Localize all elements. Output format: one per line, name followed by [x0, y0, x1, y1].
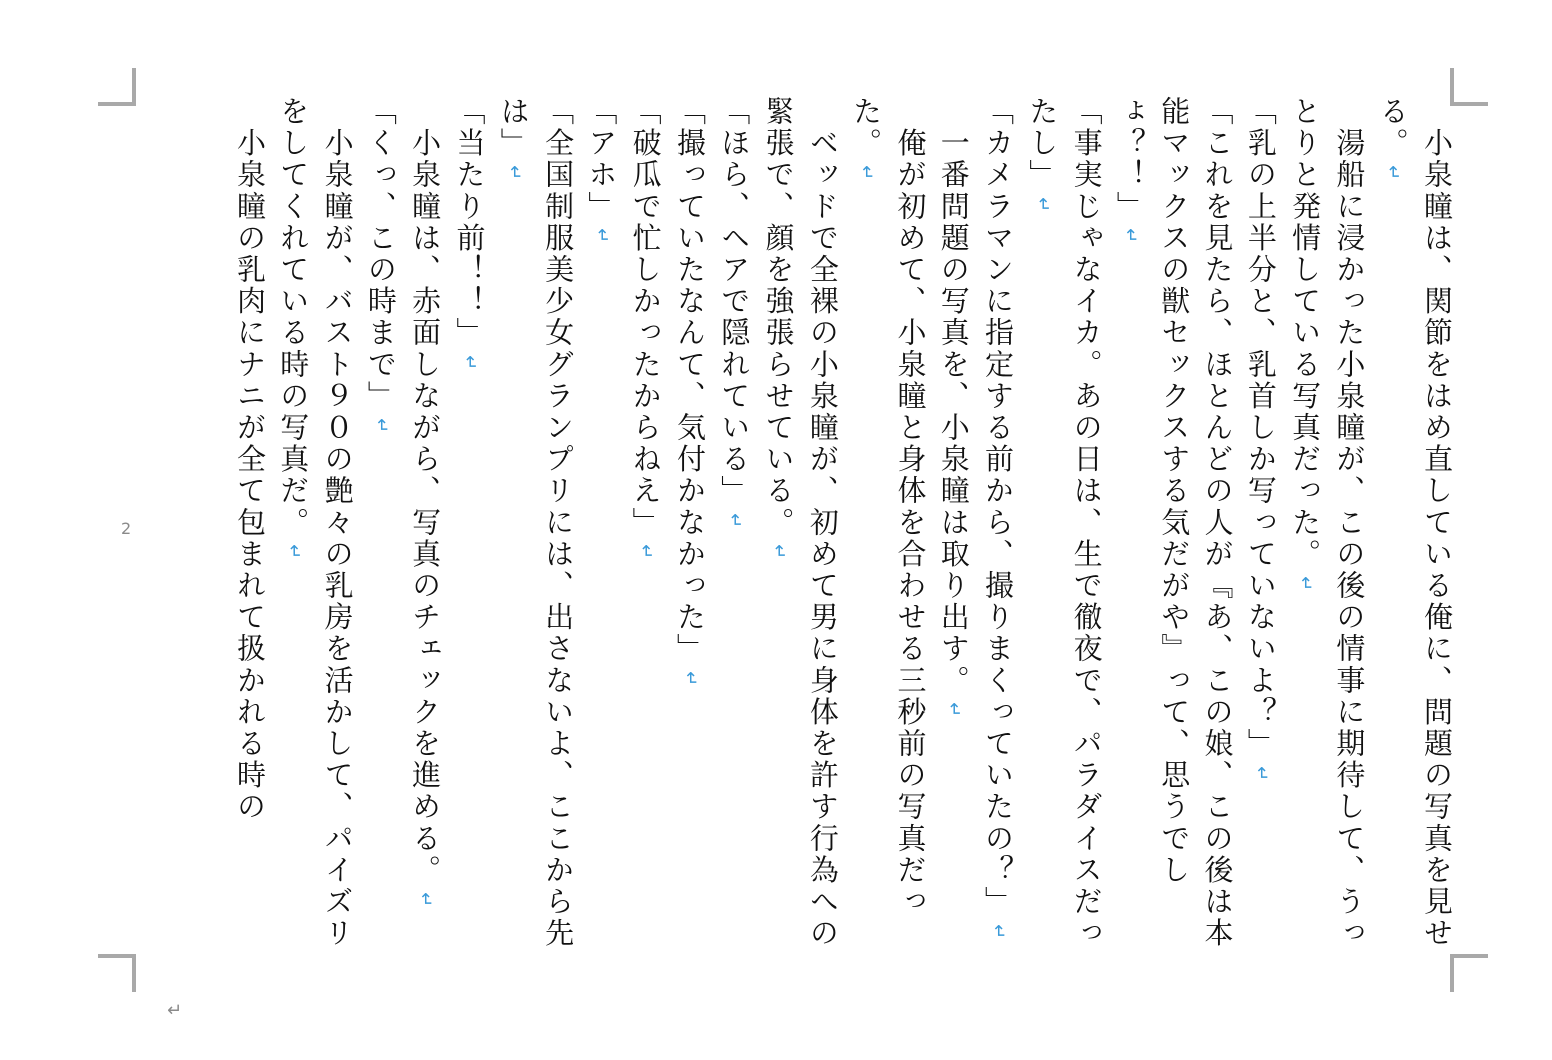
paragraph [668, 96, 712, 956]
paragraph-text: 「当たり前！！」 [452, 96, 487, 349]
paragraph-text: 「カメラマンに指定する前から、撮りまくっていたの？」 [981, 96, 1016, 918]
paragraph [1020, 96, 1108, 956]
paragraph [1370, 96, 1458, 956]
paragraph-mark-icon: ↵ [1032, 196, 1054, 215]
paragraph-mark-icon: ↵ [635, 544, 657, 563]
paragraph-mark-icon: ↵ [988, 923, 1010, 942]
paragraph-text: 「事実じゃなイカ。あの日は、生で徹夜で、パラダイスだったし」 [1025, 96, 1104, 950]
paragraph-mark-icon: ↵ [768, 544, 790, 563]
paragraph-text: 小泉瞳が、バスト９０の艶々の乳房を活かして、パイズリをしてくれている時の写真だ。 [276, 96, 355, 950]
paragraph [271, 96, 359, 956]
paragraph [579, 96, 623, 956]
paragraph-text: 「これを見たら、ほとんどの人が『あ、この娘、この後は本能マックスの獣セックスする気だがや』って、思うでしょ？！」 [1112, 96, 1235, 950]
paragraph [931, 96, 975, 956]
paragraph-text: 「アホ」 [584, 96, 619, 223]
paragraph-text: 「破瓜で忙しかったからねえ」 [628, 96, 663, 539]
page-number: 2 [121, 519, 132, 538]
paragraph-text: 「全国制服美少女グランプリには、出さないよ、ここから先は」 [496, 96, 576, 950]
page-corner-bottom-right [1450, 954, 1488, 992]
paragraph-mark-icon: ↵ [943, 702, 965, 721]
paragraph-mark-icon: ↵ [1250, 765, 1272, 784]
paragraph-text: 湯船に浸かった小泉瞳が、この後の情事に期待して、うっとりと発情している写真だった。 [1288, 96, 1367, 950]
paragraph-mark-icon: ↵ [679, 670, 701, 689]
paragraph-mark-icon: ↵ [1119, 228, 1141, 247]
page-corner-top-left [98, 68, 136, 106]
paragraph [844, 96, 932, 956]
paragraph-text: ベッドで全裸の小泉瞳が、初めて男に身体を許す行為への緊張で、顔を強張らせている。 [761, 96, 840, 950]
paragraph-text: 一番問題の写真を、小泉瞳は取り出す。 [936, 96, 971, 697]
paragraph [447, 96, 491, 956]
page-corner-bottom-left [98, 954, 136, 992]
paragraph-text: 「撮っていたなんて、気付かなかった」 [672, 96, 707, 665]
paragraph-text: 「ほら、ヘアで隠れている」 [717, 96, 752, 507]
paragraph-mark-icon: ↵ [1382, 165, 1404, 183]
paragraph-text: 「くっ、この時まで」 [363, 96, 398, 412]
paragraph [491, 96, 579, 956]
paragraph [403, 96, 447, 956]
paragraph-mark-icon: ↵ [503, 165, 525, 183]
paragraph-text: 小泉瞳は、関節をはめ直している俺に、問題の写真を見せる。 [1375, 96, 1454, 950]
paragraph-text: 「乳の上半分と、乳首しか写っていないよ？」 [1243, 96, 1278, 760]
paragraph-mark-icon: ↵ [415, 892, 437, 910]
paragraph-mark-icon: ↵ [591, 228, 613, 247]
vertical-text-body[interactable] [158, 96, 1458, 956]
paragraph [712, 96, 756, 956]
paragraph-text: 小泉瞳は、赤面しながら、写真のチェックを進める。 [408, 96, 443, 886]
paragraph-mark-icon: ↵ [459, 354, 481, 373]
paragraph [1108, 96, 1239, 956]
paragraph [976, 96, 1020, 956]
end-paragraph-mark-icon: ↵ [167, 1000, 183, 1021]
paragraph [1239, 96, 1283, 956]
paragraph-text: 小泉瞳の乳肉にナニが全て包まれて扱かれる時の [232, 96, 267, 823]
paragraph [623, 96, 667, 956]
paragraph [1283, 96, 1371, 956]
paragraph-mark-icon: ↵ [370, 418, 392, 436]
paragraph-mark-icon: ↵ [283, 544, 305, 563]
paragraph-mark-icon: ↵ [724, 512, 746, 531]
paragraph-mark-icon: ↵ [856, 165, 878, 183]
paragraph-text: 俺が初めて、小泉瞳と身体を合わせる三秒前の写真だった。 [849, 96, 928, 918]
paragraph [756, 96, 844, 956]
paragraph-mark-icon: ↵ [1295, 576, 1317, 594]
paragraph [228, 96, 271, 956]
paragraph [359, 96, 403, 956]
